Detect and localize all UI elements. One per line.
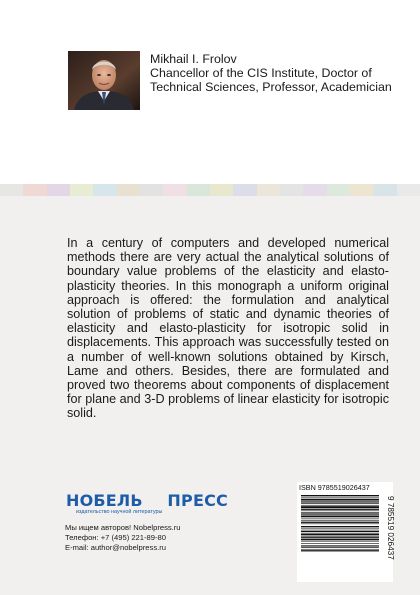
- color-stripe: [280, 184, 303, 196]
- isbn-digits: 9 785519 026437: [386, 496, 395, 560]
- publisher-logo-tagline: издательство научной литературы: [76, 509, 163, 515]
- author-info: [150, 52, 412, 94]
- color-stripe: [117, 184, 140, 196]
- barcode-bar: [301, 545, 379, 546]
- barcode-bar: [301, 526, 379, 527]
- author-description: Chancellor of the CIS Institute, Doctor of Technical Sciences, Professor, Academician: [150, 66, 392, 94]
- color-stripe: [47, 184, 70, 196]
- barcode-bar: [301, 530, 379, 531]
- color-stripe: [350, 184, 373, 196]
- color-stripe: [140, 184, 163, 196]
- isbn-label: ISBN 9785519026437: [299, 483, 370, 492]
- barcode-bar: [301, 524, 379, 525]
- barcode-bar: [301, 509, 379, 510]
- barcode-bar: [301, 549, 379, 550]
- color-stripe: [163, 184, 186, 196]
- barcode-bar: [301, 537, 379, 538]
- publisher-block: [65, 493, 275, 552]
- barcode-bar: [301, 543, 379, 544]
- author-portrait-image: [68, 51, 140, 110]
- barcode-bar: [301, 520, 379, 521]
- barcode-bar: [301, 499, 379, 501]
- color-stripe: [210, 184, 233, 196]
- color-stripe: [0, 184, 23, 196]
- barcode-bar: [301, 546, 379, 547]
- barcode-bar: [301, 514, 379, 515]
- publisher-logo-word-right: ПРЕСС: [167, 491, 228, 510]
- book-abstract: In a century of computers and developed numerical methods there are very actual the analytical solutions of boundary value problems of the elasticity and elasto-plasticity theories. In this monograph a uniform original approach is offered: the formulation and analytical solution of problems of static and dynamic theories of elasticity and elasto-plasticity for isotropic solid in displacements. This approach was successfully tested on a number of well-known solutions obtained by Kirsch, Lame and others. Besides, there are formulated and proved two theorems about components of displacement for plane and 3-D problems of linear elasticity for isotropic solid.: [67, 236, 389, 421]
- color-stripe: [373, 184, 396, 196]
- barcode-bar: [301, 533, 379, 535]
- color-stripe-band: [0, 184, 420, 196]
- color-stripe: [233, 184, 256, 196]
- barcode-bar: [301, 505, 379, 506]
- author-photo: [68, 51, 140, 110]
- barcode-bar: [301, 522, 379, 523]
- barcode-bar: [301, 539, 379, 540]
- isbn-barcode-box: [297, 482, 393, 582]
- publisher-logo-word-left: НОБЕЛЬ: [66, 491, 143, 510]
- barcode-bar: [301, 519, 379, 520]
- barcode-bar: [301, 515, 379, 517]
- barcode-bar: [301, 528, 379, 529]
- barcode-bar: [301, 541, 379, 542]
- color-stripe: [23, 184, 46, 196]
- barcode-bar: [301, 495, 379, 496]
- color-stripe: [257, 184, 280, 196]
- color-stripe: [70, 184, 93, 196]
- publisher-contact-line: E-mail: author@nobelpress.ru: [65, 542, 166, 552]
- publisher-contact-line: Мы ищем авторов! Nobelpress.ru: [65, 523, 181, 532]
- color-stripe: [303, 184, 326, 196]
- color-stripe: [397, 184, 420, 196]
- color-stripe: [187, 184, 210, 196]
- barcode-bar: [301, 497, 379, 498]
- barcode-bar: [301, 511, 379, 512]
- barcode-bar: [301, 502, 379, 503]
- color-stripe: [93, 184, 116, 196]
- publisher-contacts: [65, 523, 275, 552]
- barcode-icon: [297, 493, 393, 582]
- publisher-contact-line: Телефон: +7 (495) 221-89-80: [65, 532, 166, 542]
- barcode-bar: [301, 506, 379, 508]
- author-name: Mikhail I. Frolov: [150, 52, 237, 66]
- barcode-bar: [301, 501, 379, 502]
- color-stripe: [327, 184, 350, 196]
- barcode-bar: [301, 550, 379, 551]
- barcode-bar: [301, 531, 379, 532]
- publisher-logo-left: [66, 493, 162, 515]
- barcode-bar: [301, 512, 379, 513]
- publisher-logo: [66, 493, 275, 515]
- barcode-bar: [301, 536, 379, 537]
